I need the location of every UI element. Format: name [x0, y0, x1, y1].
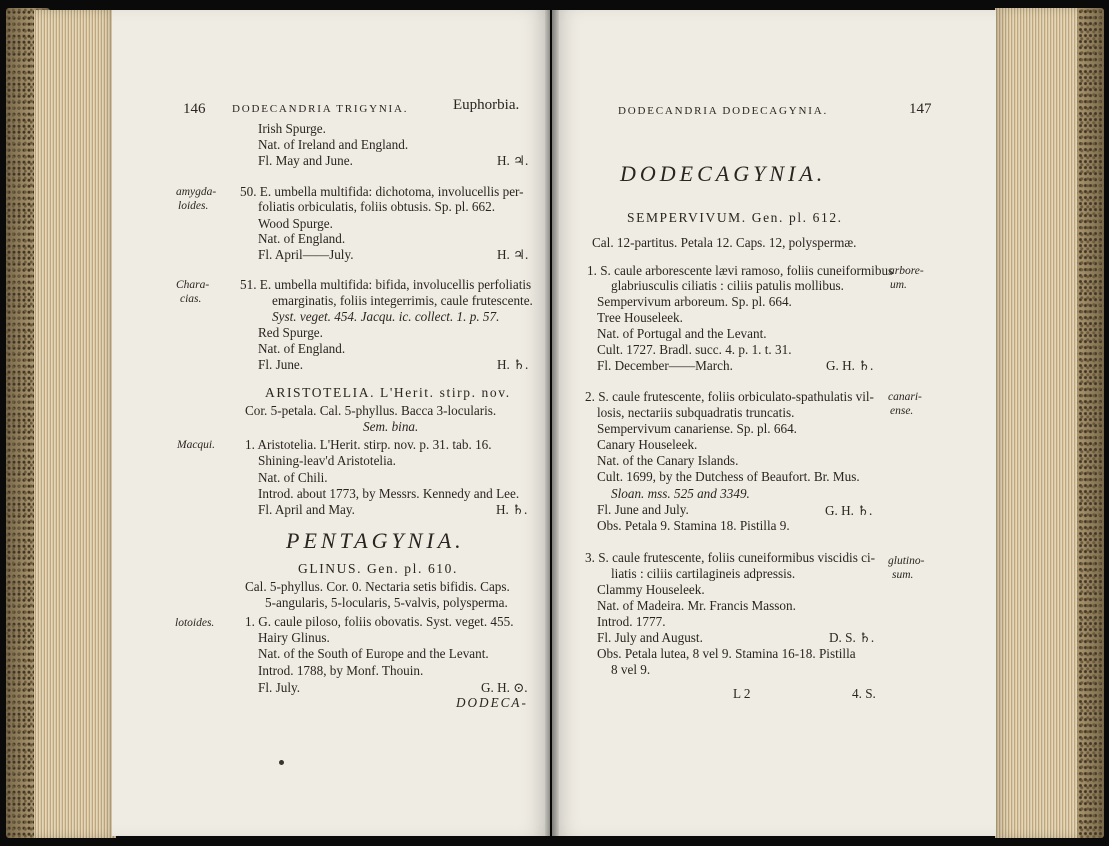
text-line: H. ♃. [497, 247, 529, 262]
text-line: H. ♄. [496, 502, 528, 517]
margin-note: sum. [892, 569, 914, 581]
text-line: Wood Spurge. [258, 216, 333, 231]
text-line: 8 vel 9. [611, 662, 651, 677]
margin-note: um. [890, 279, 907, 291]
text-line: Tree Houseleek. [597, 310, 683, 325]
book-gutter [545, 10, 559, 836]
signature-mark: L 2 [733, 686, 751, 701]
running-head-genus: Euphorbia. [453, 97, 520, 113]
text-line: 5-angularis, 5-locularis, 5-valvis, polysperma. [265, 595, 508, 610]
section-heading: DODECAGYNIA. [620, 161, 827, 186]
genus-heading: GLINUS. Gen. pl. 610. [298, 561, 458, 576]
text-line: liatis : ciliis cartilagineis adpressis. [611, 566, 796, 581]
text-line: D. S. ♄. [829, 630, 875, 645]
text-line: losis, nectariis subquadratis truncatis. [597, 405, 795, 420]
text-line: Irish Spurge. [258, 121, 326, 136]
text-line: Red Spurge. [258, 325, 323, 340]
right-page-edges [995, 8, 1077, 838]
text-line: 1. Aristotelia. L'Herit. stirp. nov. p. 31. tab. 16. [245, 437, 492, 452]
text-line: Obs. Petala 9. Stamina 18. Pistilla 9. [597, 518, 790, 533]
text-line: foliatis orbiculatis, foliis obtusis. Sp. pl. 662. [258, 199, 496, 214]
text-line: Fl. April——July. [258, 247, 354, 262]
catchword: 4. S. [852, 686, 876, 701]
text-line: G. H. ♄. [826, 358, 874, 373]
left-page-edges [34, 10, 116, 838]
text-line: Clammy Houseleek. [597, 582, 705, 597]
text-line: Sempervivum arboreum. Sp. pl. 664. [597, 294, 792, 309]
text-line: glabriusculis ciliatis : ciliis patulis mollibus. [611, 278, 844, 293]
text-line: 50. E. umbella multifida: dichotoma, involucellis per- [240, 184, 524, 199]
margin-note: amygda- [176, 186, 217, 198]
running-head-right: DODECANDRIA DODECAGYNIA. [618, 105, 829, 117]
text-line: emarginatis, foliis integerrimis, caule frutescente. [272, 293, 533, 308]
text-line: G. H. ⊙. [481, 680, 528, 695]
text-line: Fl. April and May. [258, 502, 355, 517]
text-line: 2. S. caule frutescente, foliis orbiculato-spathulatis vil- [585, 389, 874, 404]
text-line: 1. G. caule piloso, foliis obovatis. Syst. veget. 455. [245, 614, 514, 629]
text-line: Fl. June and July. [597, 502, 689, 517]
text-line: Nat. of England. [258, 231, 346, 246]
text-line: Nat. of the Canary Islands. [597, 453, 739, 468]
margin-note: canari- [888, 391, 922, 403]
genus-heading: SEMPERVIVUM. Gen. pl. 612. [627, 210, 843, 225]
margin-note: Macqui. [177, 439, 216, 451]
text-line: Cor. 5-petala. Cal. 5-phyllus. Bacca 3-locularis. [245, 403, 497, 418]
text-line: Nat. of Madeira. Mr. Francis Masson. [597, 598, 796, 613]
text-line: H. ♄. [497, 357, 529, 372]
text-line: G. H. ♄. [825, 503, 873, 518]
text-line: 51. E. umbella multifida: bifida, involucellis perfoliatis [240, 277, 532, 292]
text-line: H. ♃. [497, 153, 529, 168]
text-line: Cal. 5-phyllus. Cor. 0. Nectaria setis bifidis. Caps. [245, 579, 510, 594]
text-line: Introd. about 1773, by Messrs. Kennedy and Lee. [258, 486, 520, 501]
text-line: Syst. veget. 454. Jacqu. ic. collect. 1. p. 57. [272, 309, 500, 324]
text-line: Nat. of Portugal and the Levant. [597, 326, 767, 341]
text-line: 1. S. caule arborescente lævi ramoso, foliis cuneiformibus [587, 263, 894, 278]
margin-note: loides. [178, 200, 209, 212]
page-number-left: 146 [183, 101, 206, 117]
text-line: Sempervivum canariense. Sp. pl. 664. [597, 421, 797, 436]
genus-heading: ARISTOTELIA. L'Herit. stirp. nov. [265, 385, 511, 400]
text-line: Fl. May and June. [258, 153, 353, 168]
text-line: Sem. bina. [363, 419, 419, 434]
text-line: 3. S. caule frutescente, foliis cuneiformibus viscidis ci- [585, 550, 876, 565]
text-line: Fl. July. [258, 680, 301, 695]
text-line: Canary Houseleek. [597, 437, 698, 452]
text-line: Introd. 1777. [597, 614, 666, 629]
text-line: Nat. of Chili. [258, 470, 328, 485]
text-line: Nat. of England. [258, 341, 346, 356]
catchword: DODECA- [456, 695, 528, 710]
text-line: Cult. 1727. Bradl. succ. 4. p. 1. t. 31. [597, 342, 792, 357]
margin-note: cias. [180, 293, 202, 305]
text-line: Introd. 1788, by Monf. Thouin. [258, 663, 424, 678]
text-line: Nat. of the South of Europe and the Levant. [258, 646, 489, 661]
running-head-left: DODECANDRIA TRIGYNIA. [232, 103, 409, 115]
text-line: Shining-leav'd Aristotelia. [258, 453, 396, 468]
section-heading: PENTAGYNIA. [286, 528, 465, 553]
text-line: Fl. December——March. [597, 358, 733, 373]
text-line: Cult. 1699, by the Dutchess of Beaufort. Br. Mus. [597, 469, 860, 484]
margin-note: lotoides. [175, 617, 215, 629]
text-line: Fl. July and August. [597, 630, 703, 645]
margin-note: Chara- [176, 279, 210, 291]
margin-note: ense. [890, 405, 914, 417]
ink-spot [279, 760, 284, 765]
text-line: Hairy Glinus. [258, 630, 330, 645]
text-line: Nat. of Ireland and England. [258, 137, 409, 152]
text-line: Cal. 12-partitus. Petala 12. Caps. 12, polyspermæ. [592, 235, 857, 250]
left-page [112, 10, 550, 836]
page-number-right: 147 [909, 101, 932, 117]
text-line: Sloan. mss. 525 and 3349. [611, 486, 750, 501]
margin-note: arbore- [889, 265, 924, 277]
text-line: Obs. Petala lutea, 8 vel 9. Stamina 16-18. Pistilla [597, 646, 856, 661]
text-line: Fl. June. [258, 357, 304, 372]
margin-note: glutino- [888, 555, 925, 567]
